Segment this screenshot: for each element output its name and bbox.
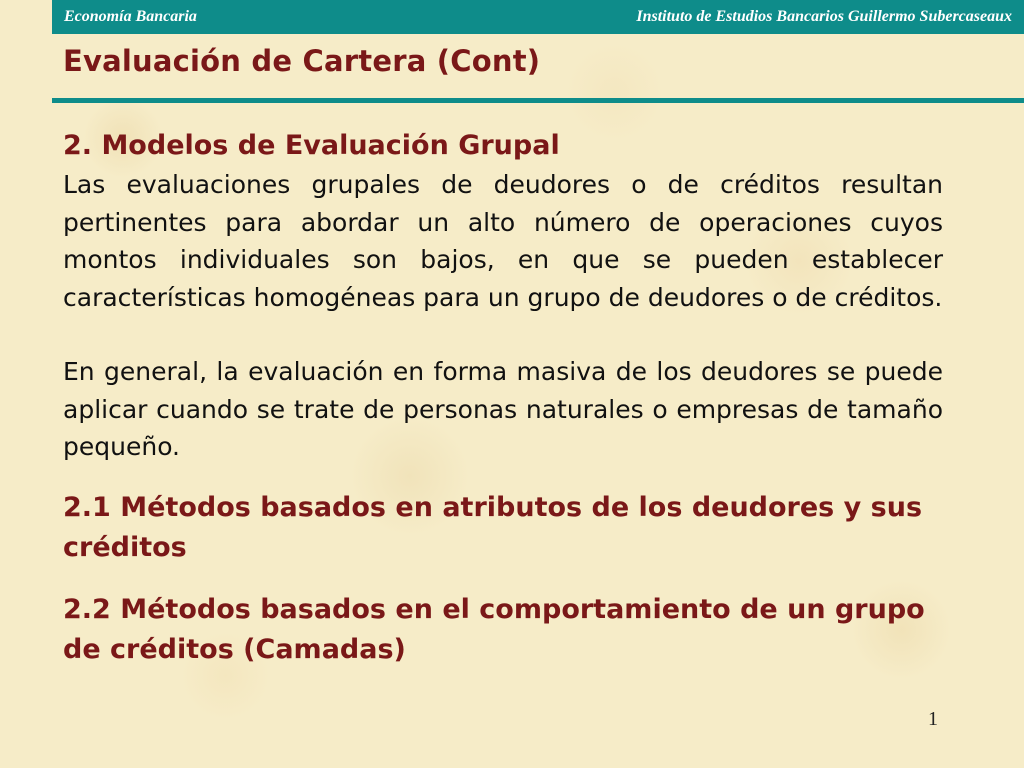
subheading-methods-attributes: 2.1 Métodos basados en atributos de los deudores y sus créditos xyxy=(63,491,923,563)
page-number: 1 xyxy=(928,708,938,730)
header-institution-name: Instituto de Estudios Bancarios Guillermo Subercaseaux xyxy=(636,8,1012,25)
body-paragraph-2: En general, la evaluación en forma masiva de los deudores se puede aplicar cuando se trate de personas naturales o empresas de tamaño pequeño. xyxy=(63,357,943,461)
subheading-spacer xyxy=(63,568,943,590)
header-course-name: Economía Bancaria xyxy=(64,8,197,25)
title-divider xyxy=(52,98,1024,103)
body-paragraph-1: Las evaluaciones grupales de deudores o de créditos resultan pertinentes para abordar un alto número de operaciones cuyos montos individuales son bajos, en que se pueden establecer características homogéneas para un grupo de deudores o de créditos. xyxy=(63,170,943,312)
paragraph-spacer xyxy=(63,316,943,353)
slide-title: Evaluación de Cartera (Cont) xyxy=(63,44,541,78)
subheading-spacer xyxy=(63,466,943,488)
header-bar xyxy=(52,0,1024,34)
slide-body xyxy=(63,126,943,670)
subheading-methods-behavior: 2.2 Métodos basados en el comportamiento de un grupo de créditos (Camadas) xyxy=(63,593,925,665)
section-heading: 2. Modelos de Evaluación Grupal xyxy=(63,130,560,161)
